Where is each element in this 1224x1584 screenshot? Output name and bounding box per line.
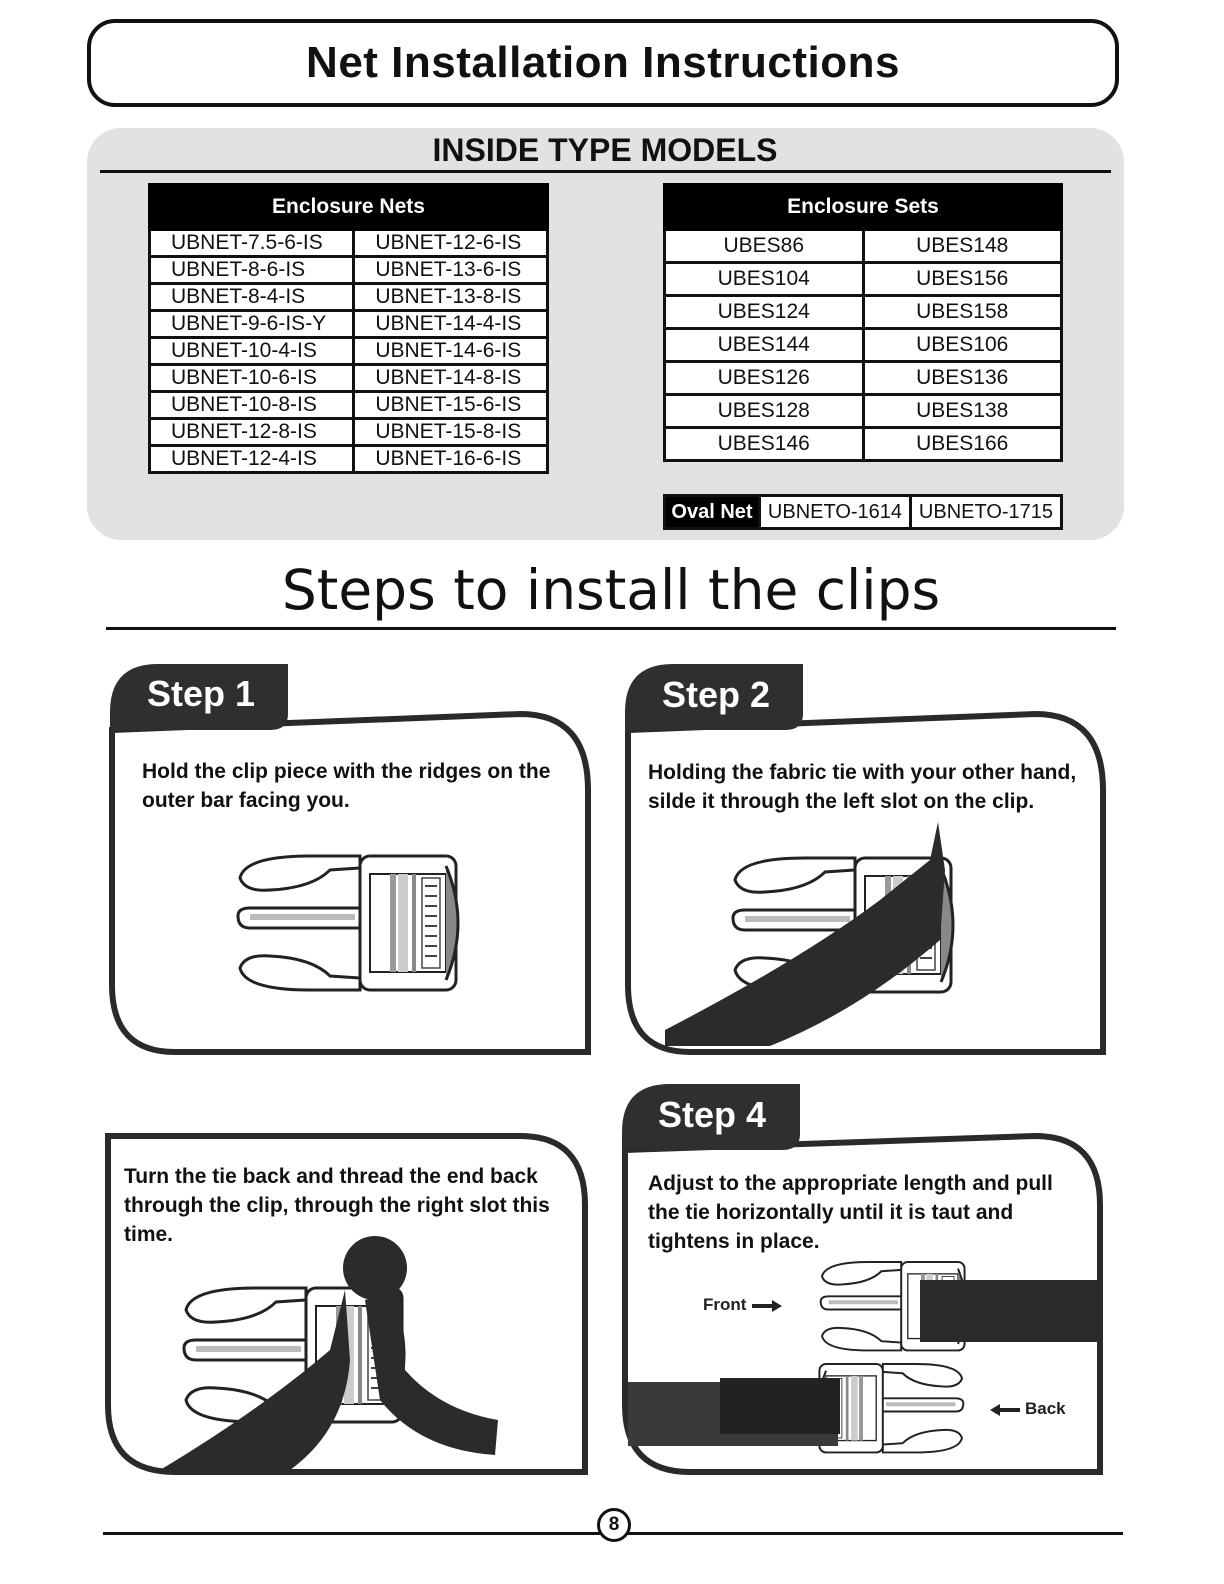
oval-net-model: UBNETO-1715 [911, 496, 1062, 529]
set-model-cell: UBES86 [665, 230, 864, 263]
net-model-cell: UBNET-14-6-IS [354, 338, 548, 365]
models-heading: INSIDE TYPE MODELS [432, 132, 778, 168]
net-model-cell: UBNET-13-6-IS [354, 257, 548, 284]
step-4-text: Adjust to the appropriate length and pull the tie horizontally until it is taut and tightens in place. [648, 1172, 1053, 1253]
net-model-cell: UBNET-15-6-IS [354, 392, 548, 419]
net-model-cell: UBNET-14-4-IS [354, 311, 548, 338]
set-model-cell: UBES158 [863, 296, 1062, 329]
page-number: 8 [597, 1508, 631, 1542]
net-model-cell: UBNET-13-8-IS [354, 284, 548, 311]
set-model-cell: UBES124 [665, 296, 864, 329]
net-model-cell: UBNET-8-6-IS [150, 257, 354, 284]
net-model-cell: UBNET-12-8-IS [150, 419, 354, 446]
net-model-cell: UBNET-15-8-IS [354, 419, 548, 446]
step-3-text: Turn the tie back and thread the end back through the clip, through the right slot this time. [124, 1165, 550, 1246]
page-title: Net Installation Instructions [306, 38, 900, 87]
set-model-cell: UBES148 [863, 230, 1062, 263]
step-2-label: Step 2 [662, 674, 771, 715]
set-model-cell: UBES106 [863, 329, 1062, 362]
step-1-panel [110, 664, 588, 1052]
set-model-cell: UBES144 [665, 329, 864, 362]
step-1-text: Hold the clip piece with the ridges on the outer bar facing you. [142, 760, 551, 812]
steps-title: Steps to install the clips [281, 558, 941, 622]
sets-header: Enclosure Sets [665, 185, 1062, 230]
set-model-cell: UBES138 [863, 395, 1062, 428]
net-model-cell: UBNET-10-6-IS [150, 365, 354, 392]
set-model-cell: UBES128 [665, 395, 864, 428]
net-model-cell: UBNET-10-8-IS [150, 392, 354, 419]
net-model-cell: UBNET-14-8-IS [354, 365, 548, 392]
step-1-label: Step 1 [147, 673, 256, 714]
oval-net-label: Oval Net [665, 496, 760, 529]
set-model-cell: UBES146 [665, 428, 864, 461]
set-model-cell: UBES166 [863, 428, 1062, 461]
step-2-panel [625, 664, 1103, 1052]
step-2-text: Holding the fabric tie with your other hand, silde it through the left slot on the clip. [648, 761, 1077, 813]
net-model-cell: UBNET-9-6-IS-Y [150, 311, 354, 338]
net-model-cell: UBNET-7.5-6-IS [150, 230, 354, 257]
set-model-cell: UBES156 [863, 263, 1062, 296]
nets-header: Enclosure Nets [150, 185, 548, 230]
set-model-cell: UBES136 [863, 362, 1062, 395]
oval-net-model: UBNETO-1614 [760, 496, 911, 529]
front-label: Front [703, 1295, 747, 1314]
net-model-cell: UBNET-12-6-IS [354, 230, 548, 257]
net-model-cell: UBNET-16-6-IS [354, 446, 548, 473]
step-4-label: Step 4 [658, 1094, 767, 1135]
net-model-cell: UBNET-12-4-IS [150, 446, 354, 473]
net-model-cell: UBNET-8-4-IS [150, 284, 354, 311]
back-label: Back [1025, 1399, 1066, 1418]
set-model-cell: UBES126 [665, 362, 864, 395]
net-model-cell: UBNET-10-4-IS [150, 338, 354, 365]
set-model-cell: UBES104 [665, 263, 864, 296]
